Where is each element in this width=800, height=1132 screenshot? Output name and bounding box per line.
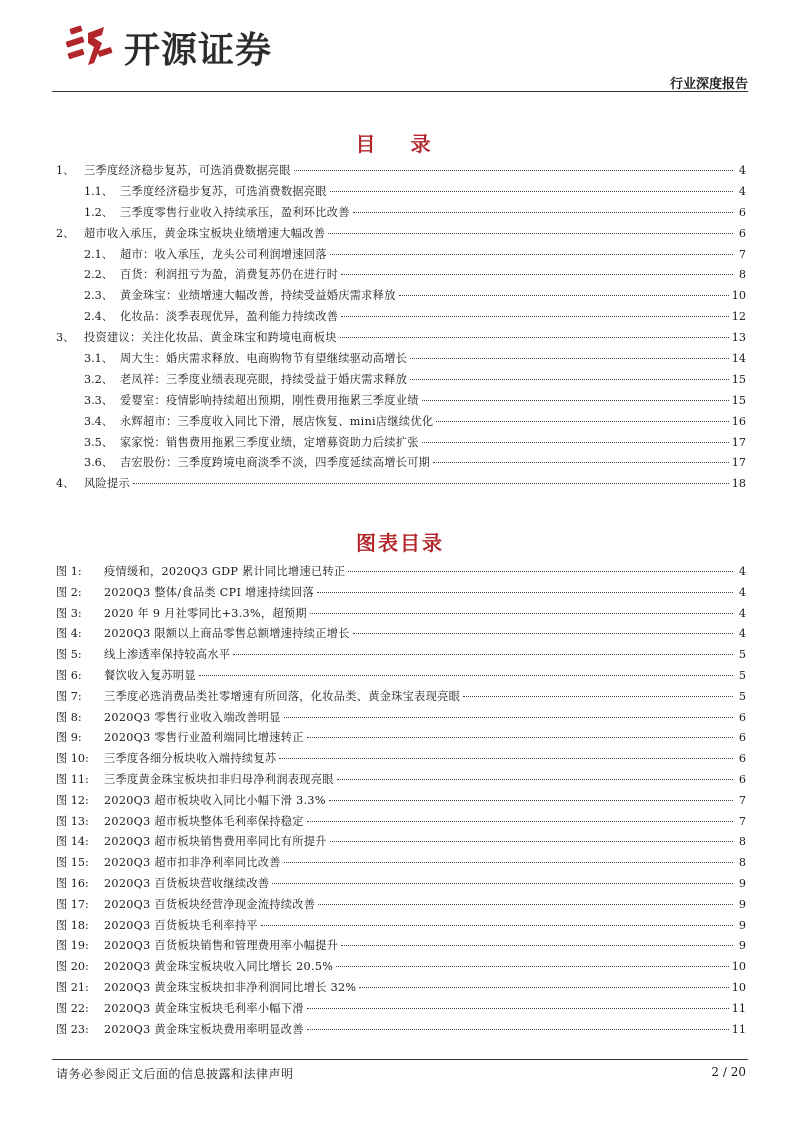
entry-label: 2020Q3 超市板块销售费用率同比有所提升 xyxy=(104,835,327,849)
dot-leader xyxy=(328,233,733,234)
dot-leader xyxy=(330,191,733,192)
toc-entry[interactable] xyxy=(56,266,746,287)
entry-label: 2020Q3 百货板块营收继续改善 xyxy=(104,876,270,890)
toc-entry[interactable] xyxy=(56,454,746,475)
figure-entry[interactable] xyxy=(56,605,746,626)
entry-label: 风险提示 xyxy=(84,477,130,491)
dot-leader xyxy=(359,987,728,988)
dot-leader xyxy=(284,717,733,718)
entry-number: 图 12: xyxy=(56,793,89,807)
dot-leader xyxy=(410,379,729,380)
entry-page: 11 xyxy=(731,1001,746,1015)
figure-entry[interactable] xyxy=(56,563,746,584)
figure-entry[interactable] xyxy=(56,896,746,917)
entry-number: 图 4: xyxy=(56,627,82,641)
entry-page: 4 xyxy=(738,585,746,599)
entry-number: 4、 xyxy=(56,477,75,491)
entry-label: 疫情缓和，2020Q3 GDP 累计同比增速已转正 xyxy=(104,565,346,578)
entry-page: 7 xyxy=(738,814,746,828)
toc-entry[interactable] xyxy=(56,434,746,455)
dot-leader xyxy=(353,212,733,213)
figure-entry[interactable] xyxy=(56,729,746,750)
entry-page: 4 xyxy=(738,606,746,620)
entry-page: 6 xyxy=(738,226,746,240)
entry-page: 6 xyxy=(738,710,746,724)
entry-label: 2020Q3 超市板块收入同比小幅下滑 3.3% xyxy=(104,793,326,807)
entry-page: 12 xyxy=(731,310,746,324)
dot-leader xyxy=(353,633,733,634)
entry-page: 11 xyxy=(731,1022,746,1036)
dot-leader xyxy=(348,571,733,572)
toc-entry[interactable] xyxy=(56,350,746,371)
entry-label: 2020Q3 零售行业收入端改善明显 xyxy=(104,710,281,724)
entry-number: 2.4、 xyxy=(84,310,113,324)
entry-page: 6 xyxy=(738,731,746,745)
dot-leader xyxy=(318,904,733,905)
figure-entry[interactable] xyxy=(56,771,746,792)
entry-page: 5 xyxy=(738,668,746,682)
entry-page: 14 xyxy=(731,352,746,366)
entry-number: 图 11: xyxy=(56,772,89,786)
figure-entry[interactable] xyxy=(56,917,746,938)
entry-page: 9 xyxy=(738,918,746,932)
toc-title: 目 录 xyxy=(355,132,445,156)
entry-number: 图 7: xyxy=(56,689,82,703)
entry-number: 图 2: xyxy=(56,585,82,599)
dot-leader xyxy=(199,675,733,676)
entry-number: 图 19: xyxy=(56,939,89,953)
entry-number: 图 21: xyxy=(56,980,89,994)
entry-label: 2020 年 9 月社零同比+3.3%，超预期 xyxy=(104,606,307,620)
dot-leader xyxy=(341,316,728,317)
entry-number: 图 20: xyxy=(56,960,89,974)
entry-number: 2.2、 xyxy=(84,268,113,282)
entry-number: 图 16: xyxy=(56,876,89,890)
entry-number: 1.1、 xyxy=(84,184,113,198)
dot-leader xyxy=(307,821,733,822)
entry-label: 超市收入承压，黄金珠宝板块业绩增速大幅改善 xyxy=(84,226,326,240)
dot-leader xyxy=(436,421,728,422)
entry-page: 15 xyxy=(731,372,746,386)
figure-entry[interactable] xyxy=(56,813,746,834)
dot-leader xyxy=(422,400,729,401)
figure-entry[interactable] xyxy=(56,937,746,958)
entry-number: 2.3、 xyxy=(84,289,113,303)
entry-page: 5 xyxy=(738,648,746,662)
figure-entry[interactable] xyxy=(56,875,746,896)
dot-leader xyxy=(329,800,733,801)
entry-number: 2、 xyxy=(56,226,75,240)
dot-leader xyxy=(307,737,733,738)
entry-page: 15 xyxy=(731,393,746,407)
entry-page: 4 xyxy=(738,565,746,578)
table-of-contents xyxy=(56,162,746,496)
figure-entry[interactable] xyxy=(56,1000,746,1021)
entry-label: 三季度必选消费品类社零增速有所回落，化妆品类、黄金珠宝表现亮眼 xyxy=(104,689,461,703)
figure-entry[interactable] xyxy=(56,646,746,667)
dot-leader xyxy=(399,295,729,296)
entry-number: 3、 xyxy=(56,331,75,345)
entry-page: 7 xyxy=(738,793,746,807)
figure-entry[interactable] xyxy=(56,854,746,875)
kaiyuan-logo-icon xyxy=(64,23,116,71)
entry-number: 图 15: xyxy=(56,856,89,870)
footer-divider xyxy=(52,1059,748,1060)
entry-page: 6 xyxy=(738,752,746,766)
figure-entry[interactable] xyxy=(56,979,746,1000)
entry-number: 图 17: xyxy=(56,897,89,911)
entry-number: 图 14: xyxy=(56,835,89,849)
toc-entry[interactable] xyxy=(56,183,746,204)
page-number: 2 / 20 xyxy=(711,1065,746,1079)
toc-entry[interactable] xyxy=(56,392,746,413)
toc-entry[interactable] xyxy=(56,162,746,183)
entry-number: 图 8: xyxy=(56,710,82,724)
entry-number: 3.6、 xyxy=(84,456,113,470)
entry-label: 2020Q3 超市扣非净利率同比改善 xyxy=(104,856,281,870)
dot-leader xyxy=(433,462,729,463)
page-header xyxy=(0,0,800,92)
dot-leader xyxy=(317,592,733,593)
entry-number: 图 13: xyxy=(56,814,89,828)
entry-label: 三季度各细分板块收入端持续复苏 xyxy=(104,752,277,766)
figure-entry[interactable] xyxy=(56,625,746,646)
header-divider xyxy=(52,91,748,92)
entry-label: 2020Q3 零售行业盈利端同比增速转正 xyxy=(104,731,304,745)
dot-leader xyxy=(463,696,733,697)
report-type: 行业深度报告 xyxy=(669,77,748,92)
entry-label: 三季度零售行业收入持续承压，盈利环比改善 xyxy=(120,205,350,219)
toc-entry[interactable] xyxy=(56,225,746,246)
disclaimer-note: 请务必参阅正文后面的信息披露和法律声明 xyxy=(56,1067,294,1081)
figure-entry[interactable] xyxy=(56,584,746,605)
dot-leader xyxy=(336,966,729,967)
entry-label: 百货：利润扭亏为盈，消费复苏仍在进行时 xyxy=(120,268,339,282)
dot-leader xyxy=(272,883,733,884)
entry-number: 图 1: xyxy=(56,565,82,578)
entry-number: 图 6: xyxy=(56,668,82,682)
entry-page: 8 xyxy=(738,268,746,282)
entry-number: 图 3: xyxy=(56,606,82,620)
entry-label: 2020Q3 百货板块经营净现金流持续改善 xyxy=(104,897,316,911)
dot-leader xyxy=(133,483,729,484)
entry-page: 9 xyxy=(738,897,746,911)
entry-number: 1.2、 xyxy=(84,205,113,219)
dot-leader xyxy=(261,925,733,926)
entry-label: 超市：收入承压，龙头公司利润增速回落 xyxy=(120,247,327,261)
figure-entry[interactable] xyxy=(56,667,746,688)
entry-label: 家家悦：销售费用拖累三季度业绩，定增募资助力后续扩张 xyxy=(120,435,419,449)
dot-leader xyxy=(337,779,733,780)
entry-label: 餐饮收入复苏明显 xyxy=(104,668,196,682)
entry-number: 3.3、 xyxy=(84,393,113,407)
brand-name: 开源证券 xyxy=(124,29,273,71)
figure-entry[interactable] xyxy=(56,1021,746,1042)
figure-entry[interactable] xyxy=(56,709,746,730)
entry-label: 2020Q3 黄金珠宝板块收入同比增长 20.5% xyxy=(104,960,334,974)
entry-page: 13 xyxy=(731,331,746,345)
entry-label: 线上渗透率保持较高水平 xyxy=(104,648,231,662)
dot-leader xyxy=(233,654,733,655)
entry-label: 2020Q3 百货板块销售和管理费用率小幅提升 xyxy=(104,939,339,953)
entry-number: 3.1、 xyxy=(84,352,113,366)
dot-leader xyxy=(340,337,729,338)
toc-entry[interactable] xyxy=(56,204,746,225)
entry-page: 18 xyxy=(731,477,746,491)
dot-leader xyxy=(422,442,729,443)
entry-page: 4 xyxy=(738,164,746,177)
entry-label: 三季度黄金珠宝板块扣非归母净利润表现亮眼 xyxy=(104,772,334,786)
toc-entry[interactable] xyxy=(56,246,746,267)
toc-entry[interactable] xyxy=(56,329,746,350)
entry-page: 5 xyxy=(738,689,746,703)
entry-page: 8 xyxy=(738,835,746,849)
figure-entry[interactable] xyxy=(56,750,746,771)
dot-leader xyxy=(341,274,733,275)
figure-entry[interactable] xyxy=(56,833,746,854)
brand-logo xyxy=(64,22,272,72)
entry-page: 16 xyxy=(731,414,746,428)
entry-page: 4 xyxy=(738,184,746,198)
entry-page: 10 xyxy=(731,960,746,974)
entry-page: 10 xyxy=(731,289,746,303)
entry-label: 2020Q3 黄金珠宝板块毛利率小幅下滑 xyxy=(104,1001,304,1015)
entry-label: 化妆品：淡季表现优异，盈利能力持续改善 xyxy=(120,310,339,324)
entry-page: 8 xyxy=(738,856,746,870)
entry-label: 老凤祥：三季度业绩表现亮眼，持续受益于婚庆需求释放 xyxy=(120,372,408,386)
entry-label: 2020Q3 超市板块整体毛利率保持稳定 xyxy=(104,814,304,828)
toc-entry[interactable] xyxy=(56,371,746,392)
entry-number: 1、 xyxy=(56,164,75,177)
entry-label: 2020Q3 百货板块毛利率持平 xyxy=(104,918,258,932)
entry-number: 2.1、 xyxy=(84,247,113,261)
dot-leader xyxy=(410,358,729,359)
dot-leader xyxy=(307,1029,729,1030)
entry-number: 图 9: xyxy=(56,731,82,745)
entry-page: 6 xyxy=(738,772,746,786)
dot-leader xyxy=(330,841,733,842)
entry-page: 10 xyxy=(731,980,746,994)
entry-label: 投资建议：关注化妆品、黄金珠宝和跨境电商板块 xyxy=(84,331,337,345)
entry-number: 图 5: xyxy=(56,648,82,662)
figure-entry[interactable] xyxy=(56,688,746,709)
entry-label: 2020Q3 限额以上商品零售总额增速持续正增长 xyxy=(104,627,350,641)
entry-page: 6 xyxy=(738,205,746,219)
figure-list xyxy=(56,563,746,1041)
entry-number: 3.4、 xyxy=(84,414,113,428)
entry-label: 2020Q3 黄金珠宝板块费用率明显改善 xyxy=(104,1022,304,1036)
entry-number: 图 10: xyxy=(56,752,89,766)
toc-entry[interactable] xyxy=(56,287,746,308)
entry-number: 图 23: xyxy=(56,1022,89,1036)
figure-entry[interactable] xyxy=(56,958,746,979)
entry-page: 17 xyxy=(731,435,746,449)
dot-leader xyxy=(330,254,733,255)
dot-leader xyxy=(310,613,733,614)
toc-entry[interactable] xyxy=(56,475,746,496)
figure-entry[interactable] xyxy=(56,792,746,813)
dot-leader xyxy=(307,1008,729,1009)
entry-label: 周大生：婚庆需求释放、电商购物节有望继续驱动高增长 xyxy=(120,352,408,366)
entry-label: 三季度经济稳步复苏，可选消费数据亮眼 xyxy=(120,184,327,198)
figure-list-title: 图表目录 xyxy=(356,531,444,555)
toc-entry[interactable] xyxy=(56,308,746,329)
entry-label: 爱婴室：疫情影响持续超出预期，刚性费用拖累三季度业绩 xyxy=(120,393,419,407)
entry-label: 永辉超市：三季度收入同比下滑，展店恢复、mini店继续优化 xyxy=(120,414,434,428)
dot-leader xyxy=(341,945,733,946)
toc-entry[interactable] xyxy=(56,413,746,434)
entry-label: 吉宏股份：三季度跨境电商淡季不淡，四季度延续高增长可期 xyxy=(120,456,431,470)
entry-number: 图 18: xyxy=(56,918,89,932)
entry-label: 黄金珠宝：业绩增速大幅改善，持续受益婚庆需求释放 xyxy=(120,289,396,303)
entry-number: 图 22: xyxy=(56,1001,89,1015)
entry-number: 3.5、 xyxy=(84,435,113,449)
entry-number: 3.2、 xyxy=(84,372,113,386)
entry-page: 7 xyxy=(738,247,746,261)
entry-label: 三季度经济稳步复苏，可选消费数据亮眼 xyxy=(84,164,291,177)
entry-page: 17 xyxy=(731,456,746,470)
dot-leader xyxy=(279,758,733,759)
entry-page: 9 xyxy=(738,939,746,953)
dot-leader xyxy=(294,170,733,171)
entry-page: 9 xyxy=(738,876,746,890)
dot-leader xyxy=(284,862,733,863)
entry-page: 4 xyxy=(738,627,746,641)
entry-label: 2020Q3 整体/食品类 CPI 增速持续回落 xyxy=(104,585,314,599)
entry-label: 2020Q3 黄金珠宝板块扣非净利润同比增长 32% xyxy=(104,980,357,994)
